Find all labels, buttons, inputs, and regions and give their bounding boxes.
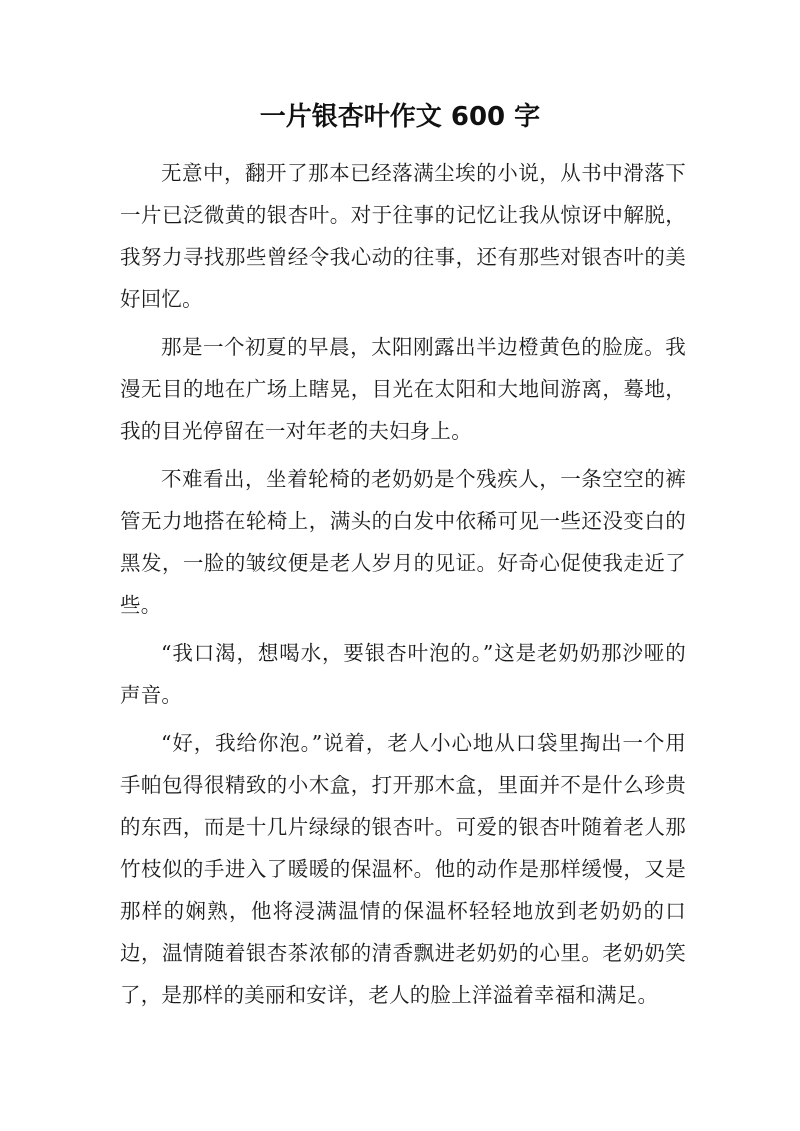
paragraph: 不难看出，坐着轮椅的老奶奶是个残疾人，一条空空的裤管无力地搭在轮椅上，满头的白发中依稀可见一些还没变白的黑发，一脸的皱纹便是老人岁月的见证。好奇心促使我走近了些。 [120,467,686,617]
document-body [120,152,686,1022]
paragraph: “好，我给你泡。”说着，老人小心地从口袋里掏出一个用手帕包得很精致的小木盒，打开那木盒，里面并不是什么珍贵的东西，而是十几片绿绿的银杏叶。可爱的银杏叶随着老人那竹枝似的手进入了暖暖的保温杯。他的动作是那样缓慢，又是那样的娴熟，他将浸满温情的保温杯轻轻地放到老奶奶的口边，温情随着银杏茶浓郁的清香飘进老奶奶的心里。老奶奶笑了，是那样的美丽和安详，老人的脸上洋溢着幸福和满足。 [120,731,686,1007]
paragraph: 无意中，翻开了那本已经落满尘埃的小说，从书中滑落下一片已泛微黄的银杏叶。对于往事的记忆让我从惊讶中解脱，我努力寻找那些曾经令我心动的往事，还有那些对银杏叶的美好回忆。 [120,161,686,311]
document-title: 一片银杏叶作文 600 字 [259,102,541,132]
paragraph: 那是一个初夏的早晨，太阳刚露出半边橙黄色的脸庞。我漫无目的地在广场上瞎晃，目光在太阳和大地间游离，蓦地，我的目光停留在一对年老的夫妇身上。 [120,335,686,443]
paragraph: “我口渴，想喝水，要银杏叶泡的。”这是老奶奶那沙哑的声音。 [120,641,686,707]
